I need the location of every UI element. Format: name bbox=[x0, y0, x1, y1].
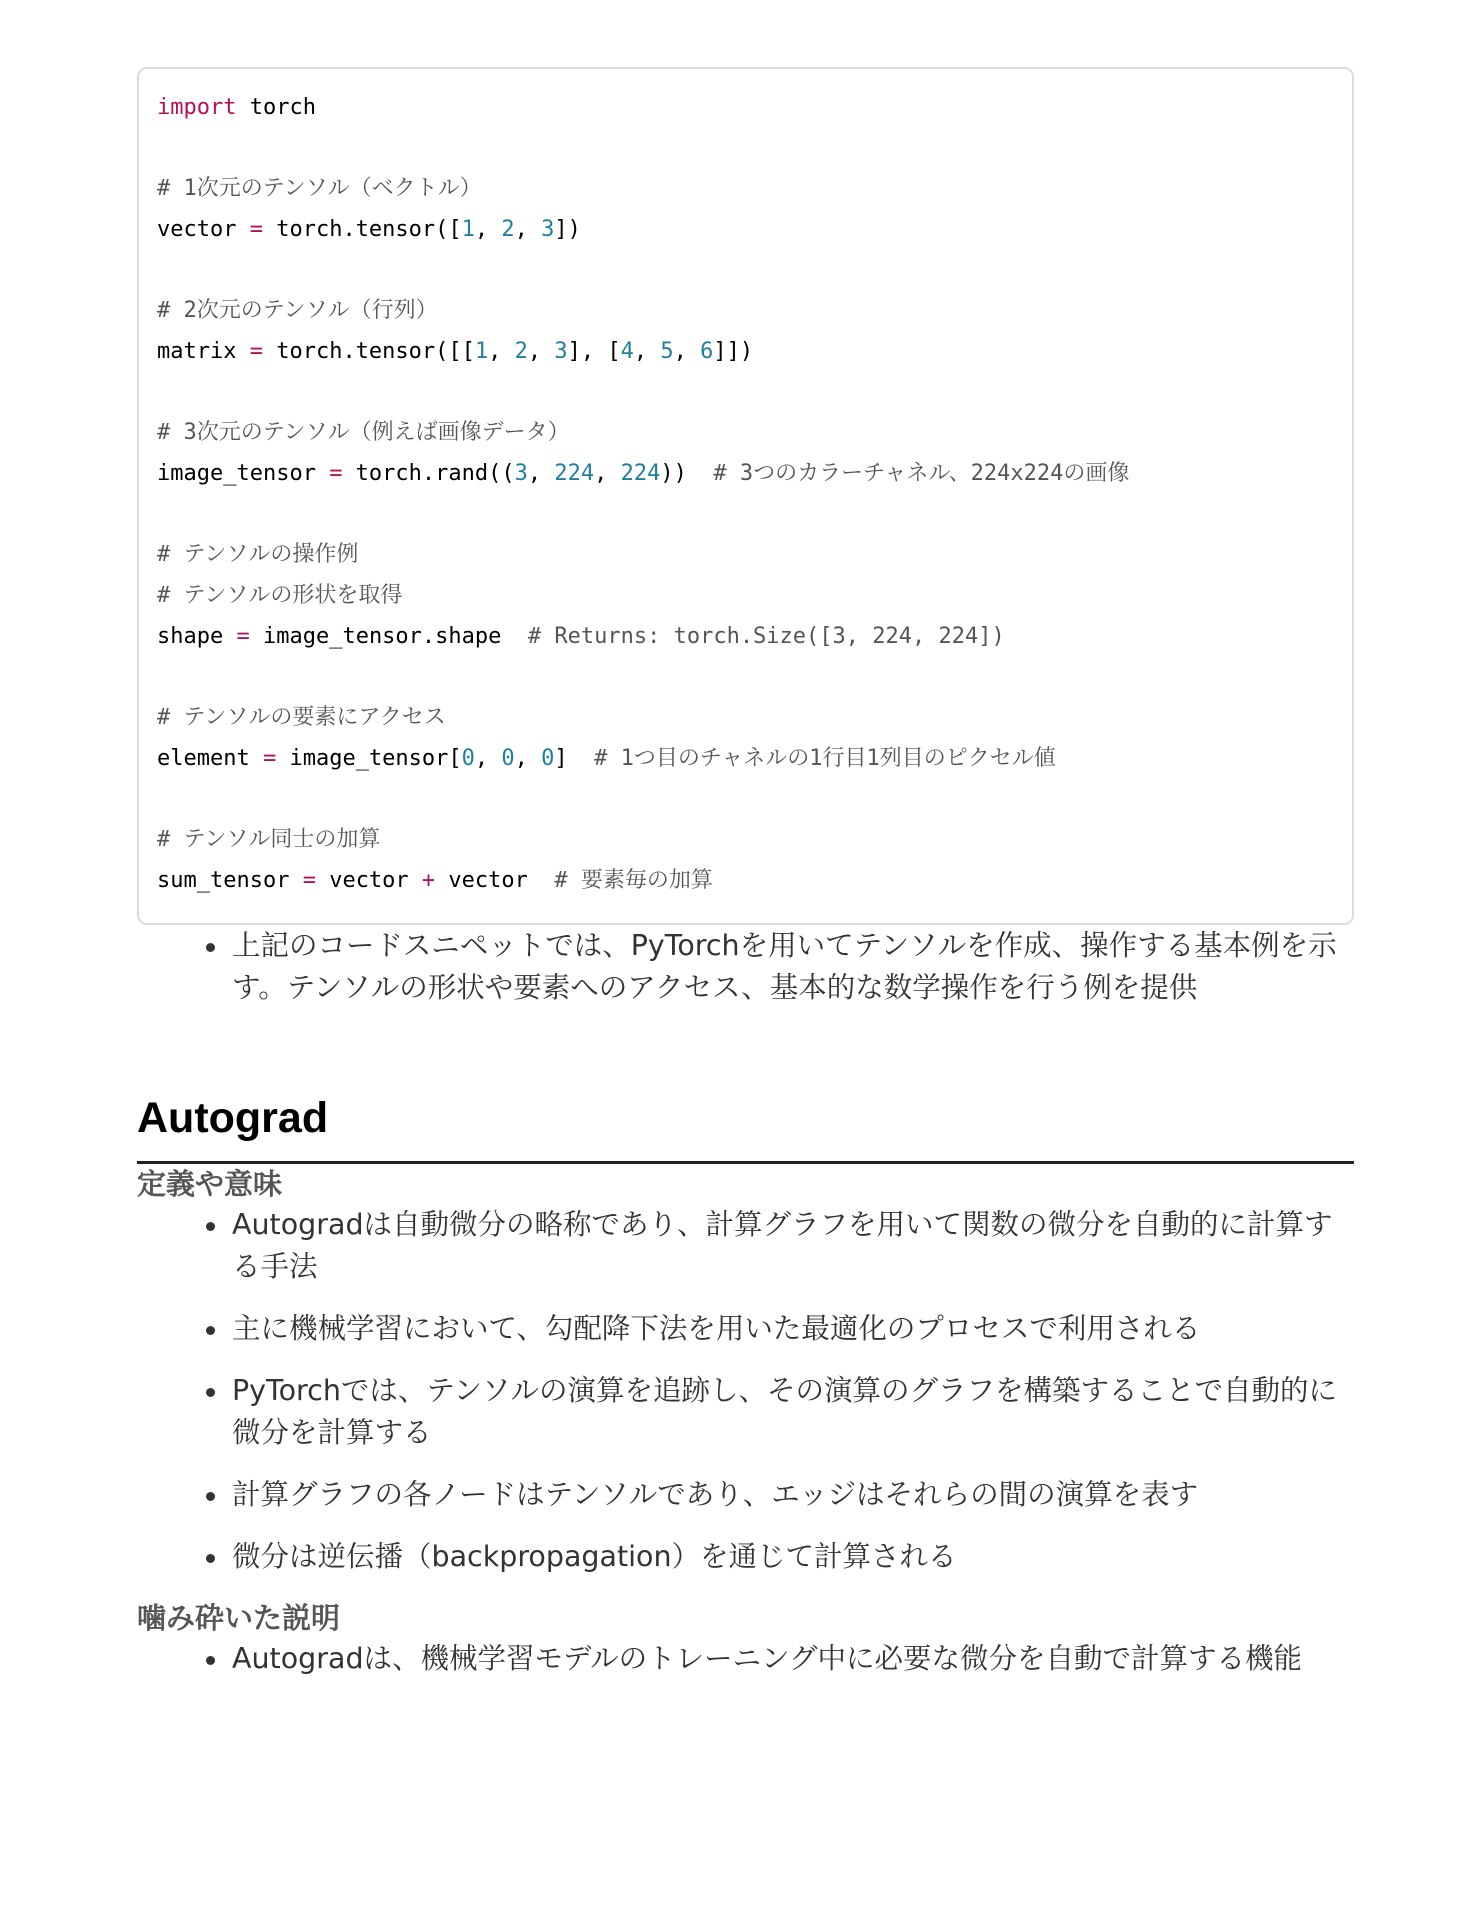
code-text: ]) bbox=[554, 217, 581, 242]
code-number: 0 bbox=[461, 746, 475, 771]
code-text: , bbox=[527, 339, 555, 364]
code-line bbox=[157, 412, 1334, 453]
code-operator: = bbox=[249, 339, 263, 364]
list-item-text: 主に機械学習において、勾配降下法を用いた最適化のプロセスで利用される bbox=[232, 1312, 1201, 1345]
code-operator: = bbox=[302, 868, 316, 893]
bullet-icon bbox=[206, 1492, 215, 1501]
code-number: 5 bbox=[660, 339, 674, 364]
bullet-icon bbox=[206, 1388, 215, 1397]
code-number: 1 bbox=[461, 217, 475, 242]
code-comment: # テンソルの形状を取得 bbox=[157, 583, 403, 608]
code-number: 3 bbox=[554, 339, 568, 364]
code-text: matrix bbox=[157, 339, 250, 364]
bullet-icon bbox=[206, 1656, 215, 1665]
code-blank-line bbox=[157, 372, 1334, 412]
list-item bbox=[137, 1638, 1354, 1680]
code-text: ], [ bbox=[567, 339, 621, 364]
code-operator: = bbox=[249, 217, 263, 242]
code-line bbox=[157, 168, 1334, 209]
code-note-list bbox=[137, 925, 1354, 1009]
code-number: 224 bbox=[620, 461, 661, 486]
subsection-heading-explanation: 噛み砕いた説明 bbox=[137, 1601, 341, 1635]
bullet-icon bbox=[206, 1554, 215, 1563]
list-item bbox=[137, 1204, 1354, 1288]
list-item bbox=[137, 925, 1354, 1009]
bullet-icon bbox=[206, 1326, 215, 1335]
code-comment: # テンソルの要素にアクセス bbox=[157, 705, 446, 730]
code-comment: # 1つ目のチャネルの1行目1列目のピクセル値 bbox=[594, 746, 1056, 771]
code-text: vector bbox=[435, 868, 555, 893]
list-item bbox=[137, 1370, 1354, 1454]
code-text: , bbox=[488, 339, 515, 364]
document-page bbox=[137, 67, 1354, 1680]
code-text: element bbox=[157, 746, 263, 771]
code-comment: # 3つのカラーチャネル、224x224の画像 bbox=[713, 461, 1130, 486]
code-text: ] bbox=[554, 746, 595, 771]
code-number: 0 bbox=[541, 746, 555, 771]
bullet-icon bbox=[206, 943, 215, 952]
code-line bbox=[157, 575, 1334, 616]
code-line bbox=[157, 290, 1334, 331]
code-text: torch.tensor([[ bbox=[262, 339, 475, 364]
code-comment: # 要素毎の加算 bbox=[554, 868, 713, 893]
code-comment: # テンソル同士の加算 bbox=[157, 827, 381, 852]
code-block bbox=[137, 67, 1354, 925]
bullet-icon bbox=[206, 1222, 215, 1231]
section-heading: Autograd bbox=[137, 1093, 1354, 1164]
list-item-text: 微分は逆伝播（backpropagation）を通じて計算される bbox=[232, 1540, 957, 1573]
definition-list bbox=[137, 1204, 1354, 1578]
list-item bbox=[137, 1536, 1354, 1578]
code-text: , bbox=[633, 339, 661, 364]
code-number: 6 bbox=[700, 339, 714, 364]
code-blank-line bbox=[157, 779, 1334, 819]
code-text: , bbox=[474, 217, 502, 242]
code-line bbox=[157, 534, 1334, 575]
code-line bbox=[157, 616, 1334, 657]
code-blank-line bbox=[157, 250, 1334, 290]
code-operator: = bbox=[329, 461, 343, 486]
code-number: 0 bbox=[501, 746, 515, 771]
code-line bbox=[157, 738, 1334, 779]
code-blank-line bbox=[157, 128, 1334, 168]
code-text: , bbox=[514, 746, 542, 771]
code-blank-line bbox=[157, 657, 1334, 697]
code-line bbox=[157, 697, 1334, 738]
code-line bbox=[157, 860, 1334, 901]
list-item bbox=[137, 1308, 1354, 1350]
code-text: image_tensor.shape bbox=[249, 624, 528, 649]
code-text: )) bbox=[660, 461, 714, 486]
code-comment: # 3次元のテンソル（例えば画像データ） bbox=[157, 420, 570, 445]
code-text: torch bbox=[236, 95, 316, 120]
code-line bbox=[157, 209, 1334, 250]
code-text: , bbox=[514, 217, 542, 242]
code-line bbox=[157, 819, 1334, 860]
explanation-list bbox=[137, 1638, 1354, 1680]
code-number: 224 bbox=[554, 461, 595, 486]
code-number: 2 bbox=[501, 217, 515, 242]
code-text: image_tensor[ bbox=[276, 746, 462, 771]
code-text: , bbox=[594, 461, 621, 486]
list-item-text: PyTorchでは、テンソルの演算を追跡し、その演算のグラフを構築することで自動的に微分を計算する bbox=[232, 1374, 1337, 1449]
code-text: sum_tensor bbox=[157, 868, 303, 893]
code-line bbox=[157, 331, 1334, 372]
code-text: vector bbox=[315, 868, 422, 893]
code-line bbox=[157, 87, 1334, 128]
code-text: torch.rand(( bbox=[342, 461, 515, 486]
list-item-text: 計算グラフの各ノードはテンソルであり、エッジはそれらの間の演算を表す bbox=[232, 1478, 1199, 1511]
list-item-text: Autogradは自動微分の略称であり、計算グラフを用いて関数の微分を自動的に計算する手法 bbox=[232, 1208, 1333, 1283]
code-operator: = bbox=[262, 746, 277, 771]
code-comment: # 1次元のテンソル（ベクトル） bbox=[157, 176, 482, 201]
code-text: , bbox=[527, 461, 555, 486]
code-number: 1 bbox=[474, 339, 489, 364]
code-comment: # Returns: torch.Size([3, 224, 224]) bbox=[527, 624, 1005, 649]
list-item-text: 上記のコードスニペットでは、PyTorchを用いてテンソルを作成、操作する基本例を示す。テンソルの形状や要素へのアクセス、基本的な数学操作を行う例を提供 bbox=[232, 929, 1337, 1004]
code-text: image_tensor bbox=[157, 461, 330, 486]
code-comment: # テンソルの操作例 bbox=[157, 542, 359, 567]
list-item-text: Autogradは、機械学習モデルのトレーニング中に必要な微分を自動で計算する機能 bbox=[232, 1642, 1303, 1675]
code-number: 2 bbox=[514, 339, 528, 364]
code-text: ]]) bbox=[713, 339, 754, 364]
list-item bbox=[137, 1474, 1354, 1516]
code-keyword: import bbox=[157, 95, 237, 120]
code-operator: = bbox=[236, 624, 250, 649]
code-comment: # 2次元のテンソル（行列） bbox=[157, 298, 438, 323]
code-line bbox=[157, 453, 1334, 494]
code-number: 4 bbox=[620, 339, 634, 364]
code-blank-line bbox=[157, 494, 1334, 534]
code-number: 3 bbox=[541, 217, 555, 242]
code-text: vector bbox=[157, 217, 250, 242]
subsection-heading-definition: 定義や意味 bbox=[137, 1167, 283, 1201]
code-text: torch.tensor([ bbox=[262, 217, 462, 242]
code-operator: + bbox=[421, 868, 436, 893]
code-number: 3 bbox=[514, 461, 528, 486]
code-text: , bbox=[474, 746, 502, 771]
code-text: , bbox=[673, 339, 701, 364]
code-text: shape bbox=[157, 624, 237, 649]
